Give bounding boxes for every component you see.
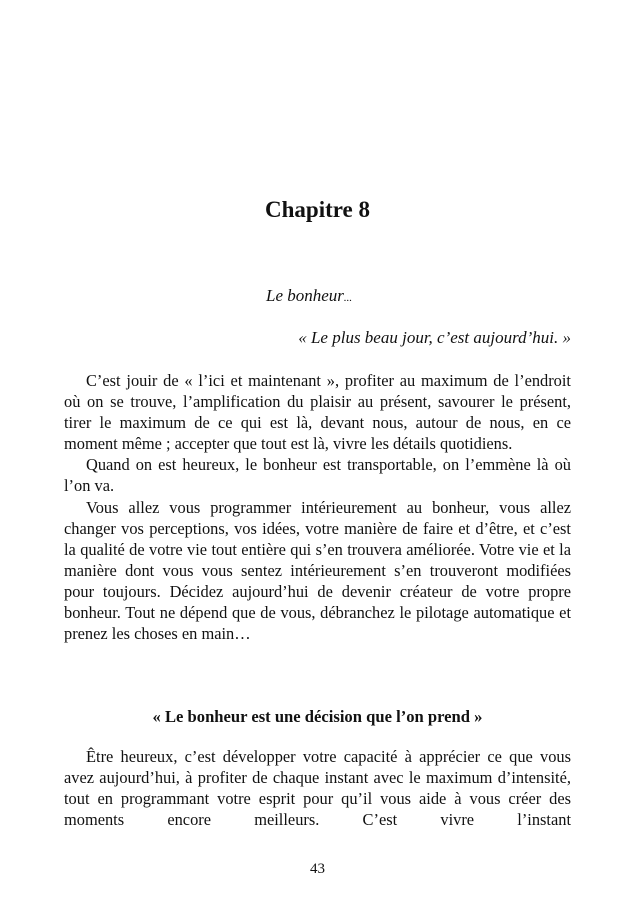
- chapter-title: Chapitre 8: [265, 197, 370, 222]
- epigraph: « Le plus beau jour, c’est aujourd’hui. »: [298, 328, 571, 347]
- paragraph: Vous allez vous programmer intérieurement au bonheur, vous allez changer vos perceptions, vos idées, votre manière de faire et d’être, et c’est la qualité de votre vie tout entière qui s’en trouvera améliorée. Votre vie et la manière dont vous vous sentez intérieurement s’en trouveront modifiées pour toujours. Décidez aujourd’hui de devenir créateur de votre propre bonheur. Tout ne dépend que de vous, débranchez le pilotage automatique et prenez les choses en main…: [64, 497, 571, 644]
- subtitle-text: Le bonheur: [266, 286, 344, 305]
- body-text-block-continued: [64, 746, 571, 830]
- chapter-subtitle: [266, 285, 352, 309]
- section-heading: « Le bonheur est une décision que l’on prend »: [152, 707, 483, 726]
- subtitle-ellipsis: ...: [343, 292, 353, 304]
- page-number: 43: [310, 861, 325, 877]
- paragraph: Être heureux, c’est développer votre capacité à apprécier ce que vous avez aujourd’hui, à profiter de chaque instant avec le maximum d’intensité, tout en programmant votre esprit pour qu’il vous aide à vous créer des moments encore meilleurs. C’est vivre l’instant: [64, 747, 571, 830]
- paragraph: Quand on est heureux, le bonheur est transportable, on l’emmène là où l’on va.: [64, 455, 571, 496]
- body-text-block: [64, 370, 571, 644]
- paragraph: C’est jouir de « l’ici et maintenant », profiter au maximum de l’endroit où on se trouve, l’amplification du plaisir au présent, savourer le présent, tirer le maximum de ce qui est là, devant nous, autour de nous, en ce moment même ; accepter que tout est là, vivre les détails quotidiens.: [64, 371, 571, 454]
